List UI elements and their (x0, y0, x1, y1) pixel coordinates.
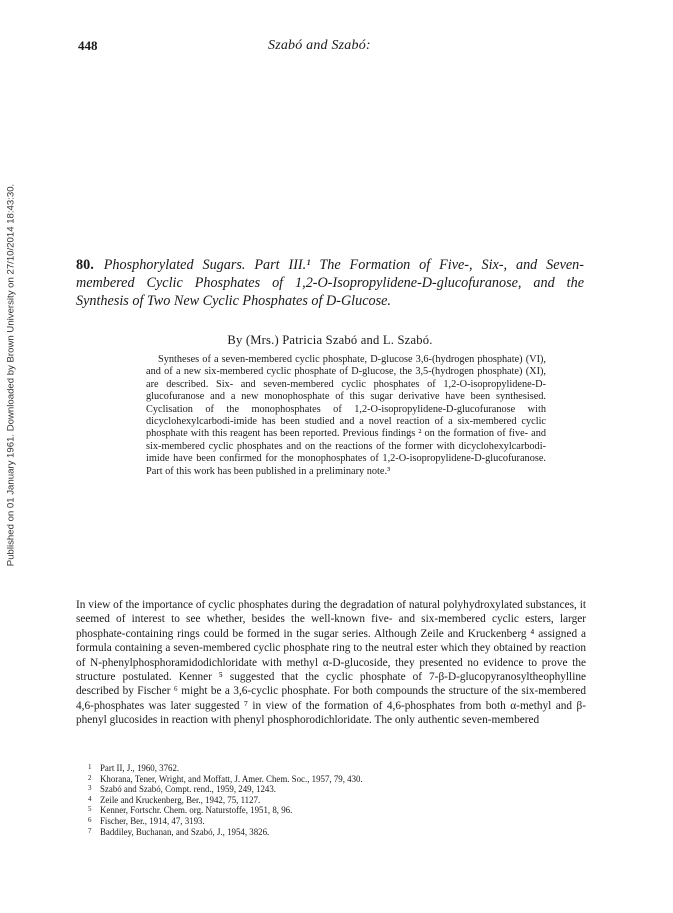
footnote-text: Part II, J., 1960, 3762. (100, 763, 180, 773)
footnote (88, 795, 488, 806)
footnote (88, 763, 488, 774)
footnotes (88, 763, 488, 837)
abstract (146, 354, 546, 478)
footnote (88, 774, 488, 785)
footnote-text: Kenner, Fortschr. Chem. org. Naturstoffe, 1951, 8, 96. (100, 805, 293, 816)
footnote (88, 805, 488, 816)
body-paragraph: In view of the importance of cyclic phosphates during the degradation of natural polyhydroxylated substances, it seemed of interest to see whether, besides the well-known five- and six-membered cyclic esters, larger phosphate-containing rings could be formed in the sugar series. Although Zeile and Kruckenberg ⁴ assigned a formula containing a seven-membered cyclic phosphate ring to the neutral ester which they obtained by reaction of N-phenylphosphoramidodichloridate with methyl α-D-glucoside, they presented no evidence to prove the structure postulated. Kenner ⁵ suggested that the cyclic phosphate of 7-β-D-glucopyranosyltheophylline described by Fischer ⁶ might be a 3,6-cyclic phosphate. For both compounds the structure of the six-membered 4,6-phosphates was later suggested ⁷ in view of the formation of 4,6-phosphates from both α-methyl and β-phenyl glucosides in reaction with phenyl phosphorodichloridate. The only authentic seven-membered (76, 599, 586, 727)
running-title: Szabó and Szabó: (268, 38, 371, 53)
download-watermark-text: Published on 01 January 1961. Downloaded by Brown University on 27/10/2014 18:43:30. (5, 183, 17, 567)
article-title-text: Phosphorylated Sugars. Part III.¹ The Formation of Five-, Six-, and Seven-membered Cyclic Phosphates of 1,2-O-Isopropylidene-D-glucofuranose, and the Synthesis of Two New Cyclic Phosphates of D-Glucose. (76, 257, 584, 309)
page-number: 448 (78, 38, 98, 53)
footnote-text: Zeile and Kruckenberg, Ber., 1942, 75, 1127. (100, 794, 261, 805)
body-text (76, 598, 586, 728)
footnote-number: 7 (88, 826, 92, 835)
download-watermark (2, 150, 20, 600)
footnote-number: 2 (88, 773, 92, 782)
footnote-text: Fischer, Ber., 1914, 47, 3193. (100, 815, 205, 826)
footnote (88, 816, 488, 827)
article-number: 80. (76, 257, 94, 273)
footnote-number: 3 (88, 784, 92, 793)
footnote-number: 5 (88, 805, 92, 814)
abstract-text: Syntheses of a seven-membered cyclic phosphate, D-glucose 3,6-(hydrogen phosphate) (VI), and of a new six-membered cyclic phosphate of D-glucose, the 3,5-(hydrogen phosphate) (XI), are described. Six- and seven-membered cyclic phosphates of 1,2-O-isopropylidene-D-glucofuranose and a new monophosphate of this sugar derivative have been synthesised. Cyclisation of the monophosphates of 1,2-O-isopropylidene-D-glucofuranose with dicyclohexylcarbodi-imide has been studied and a novel reaction of a six-membered cyclic phosphate with this reagent has been reported. Previous findings ² on the formation of five- and six-membered cyclic phosphates and on the reactions of the former with dicyclohexylcarbodi-imide have been confirmed for the monophosphates of 1,2-O-isopropylidene-D-glucofuranose. Part of this work has been published in a preliminary note.³ (146, 354, 546, 477)
footnote (88, 784, 488, 795)
page-header (78, 38, 586, 54)
footnote (88, 827, 488, 838)
footnote-text: Khorana, Tener, Wright, and Moffatt, J. Amer. Chem. Soc., 1957, 79, 430. (100, 773, 363, 784)
footnote-text: Szabó and Szabó, Compt. rend., 1959, 249, 1243. (100, 784, 277, 795)
footnote-number: 1 (88, 763, 92, 771)
footnote-number: 4 (88, 794, 92, 803)
footnote-text: Baddiley, Buchanan, and Szabó, J., 1954, 3826. (100, 826, 270, 837)
article-title (76, 256, 584, 310)
footnote-number: 6 (88, 815, 92, 824)
author-line: By (Mrs.) Patricia Szabó and L. Szabó. (227, 333, 433, 347)
